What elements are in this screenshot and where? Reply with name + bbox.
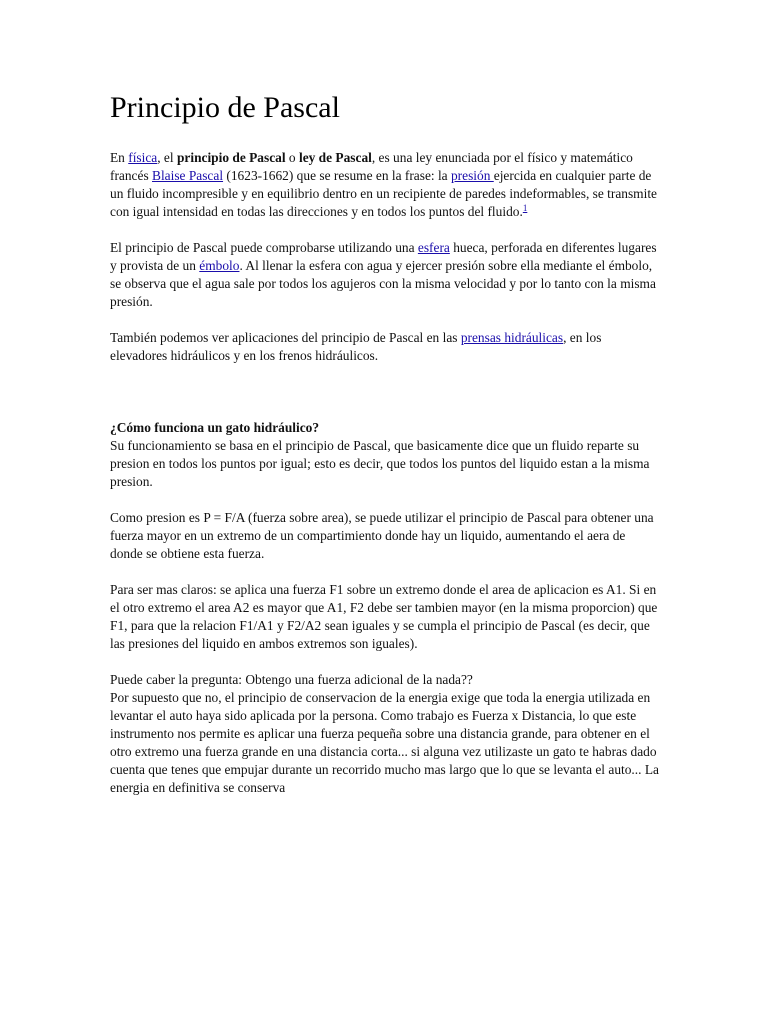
spacer xyxy=(110,383,660,419)
link-prensas-hidraulicas[interactable]: prensas hidráulicas xyxy=(460,330,564,345)
link-blaise-pascal[interactable]: Blaise Pascal xyxy=(152,168,224,183)
gato-paragraph xyxy=(110,419,660,491)
text-span: hueca, perforada en diferentes lugares y provista de un xyxy=(110,240,657,273)
text-span: . Al llenar la esfera con agua y ejercer presión sobre ella mediante el émbolo, se observa que el agua sale por todos los agujeros con la misma velocidad y por lo tanto con la misma presión. xyxy=(110,258,656,309)
section-heading: ¿Cómo funciona un gato hidráulico? xyxy=(110,420,320,435)
text-span: En xyxy=(110,150,129,165)
text-span: , el xyxy=(157,150,177,165)
conservation-paragraph xyxy=(110,671,660,797)
text-span: , es una ley enunciada por el físico y matemático francés xyxy=(110,150,633,183)
text-span: También podemos ver aplicaciones del principio de Pascal en las xyxy=(110,330,461,345)
link-fisica[interactable]: física xyxy=(128,150,158,165)
intro-paragraph xyxy=(110,149,660,221)
link-esfera[interactable]: esfera xyxy=(417,240,450,255)
text-span: (1623-1662) que se resume en la frase: la xyxy=(223,168,451,183)
link-presion[interactable]: presión xyxy=(450,168,494,183)
text-span: , en los elevadores hidráulicos y en los frenos hidráulicos. xyxy=(110,330,602,363)
applications-paragraph xyxy=(110,329,660,365)
text-span: ejercida en cualquier parte de un fluido incompresible y en equilibrio dentro en un recipiente de paredes indeformables, se transmite con igual intensidad en todas las direcciones y en todos los puntos del fluido. xyxy=(110,168,657,219)
page-title: Principio de Pascal xyxy=(110,91,340,124)
text-span: o xyxy=(285,150,299,165)
bold-term-principio: principio de Pascal xyxy=(176,150,286,165)
text-span: El principio de Pascal puede comprobarse utilizando una xyxy=(110,240,418,255)
text-span: Su funcionamiento se basa en el principio de Pascal, que basicamente dice que un fluido reparte su presion en todos los puntos por igual; esto es decir, que todos los puntos del liquido estan a la misma presion. xyxy=(110,438,650,489)
question-line: Puede caber la pregunta: Obtengo una fuerza adicional de la nada?? xyxy=(110,672,473,687)
link-embolo[interactable]: émbolo xyxy=(199,258,240,273)
footnote-link[interactable]: 1 xyxy=(522,203,528,213)
demonstration-paragraph xyxy=(110,239,660,311)
bold-term-ley: ley de Pascal xyxy=(298,150,372,165)
example-paragraph: Para ser mas claros: se aplica una fuerza F1 sobre un extremo donde el area de aplicacion es A1. Si en el otro extremo el area A2 es mayor que A1, F2 debe ser tambien mayor (en la misma proporcion) que F1, para que la relacion F1/A1 y F2/A2 sean iguales y se cumpla el principio de Pascal (es decir, que las presiones del liquido en ambos extremos son iguales). xyxy=(110,582,658,651)
formula-paragraph: Como presion es P = F/A (fuerza sobre area), se puede utilizar el principio de Pascal para obtener una fuerza mayor en un extremo de un compartimiento donde hay un liquido, aumentando el aera de donde se obtiene esta fuerza. xyxy=(110,510,654,561)
text-span: Por supuesto que no, el principio de conservacion de la energia exige que toda la energia utilizada en levantar el auto haya sido aplicada por la persona. Como trabajo es Fuerza x Distancia, lo que este instrumento nos permite es aplicar una fuerza pequeña sobre una distancia grande, para obtener en el otro extremo una fuerza grande en una distancia corta... si alguna vez utilizaste un gato te habras dado cuenta que tenes que empujar durante un recorrido mucho mas largo que lo que se levanta el auto... La energia en definitiva se conserva xyxy=(110,690,659,795)
document-page xyxy=(110,88,660,815)
